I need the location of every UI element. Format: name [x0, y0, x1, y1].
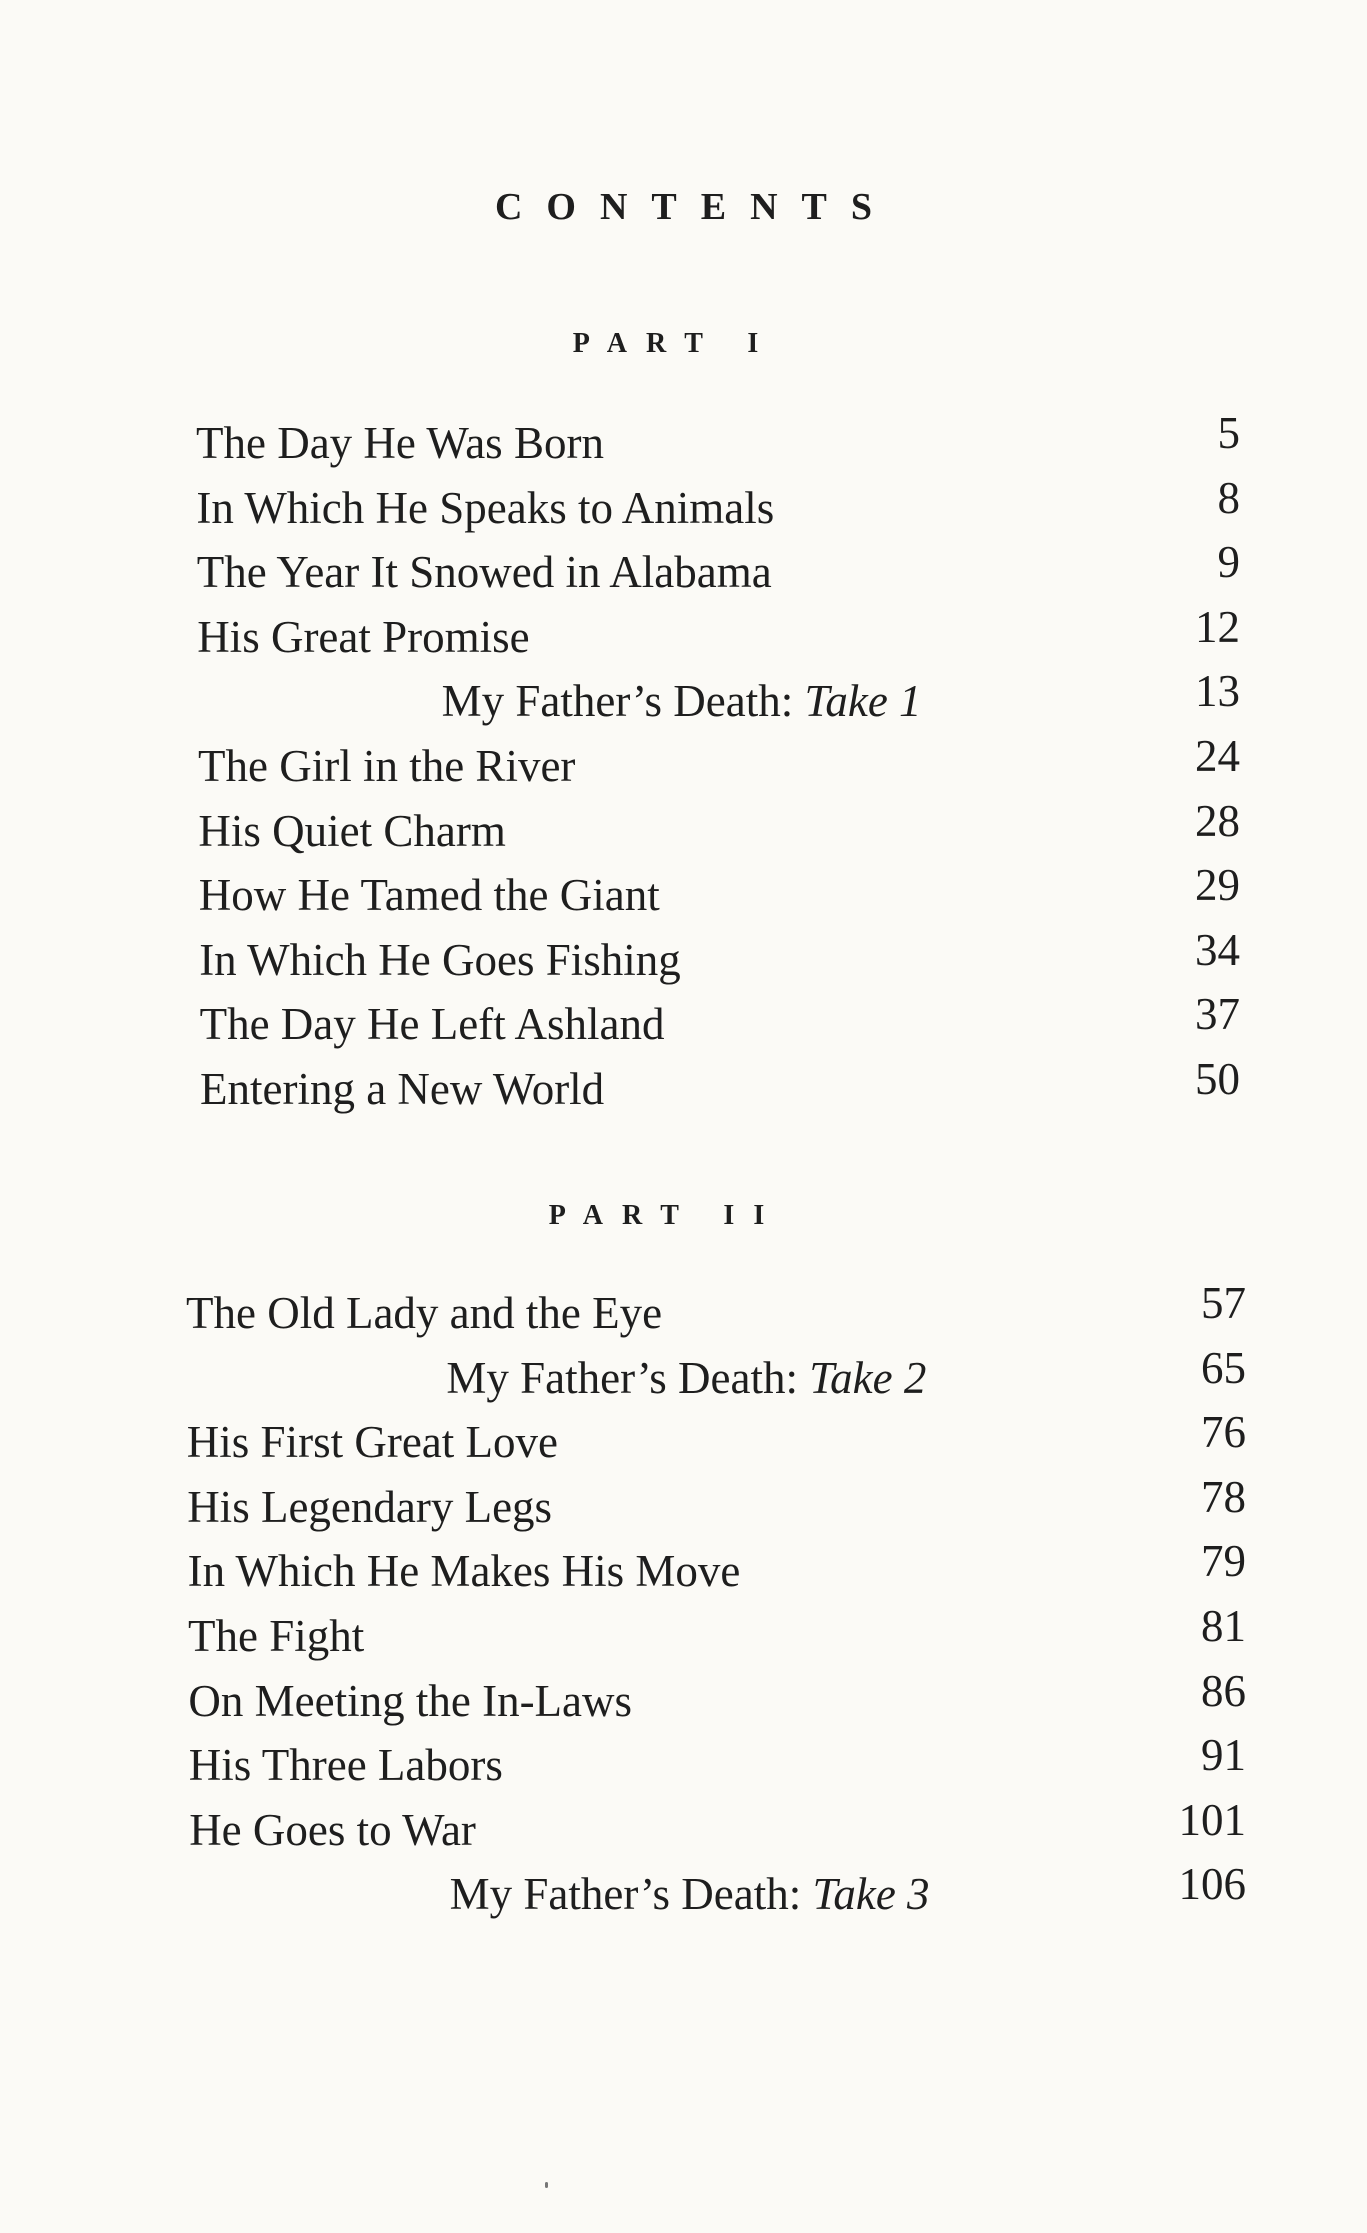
toc-entry-title [198, 736, 575, 796]
toc-entry-title-indented [446, 1348, 926, 1408]
toc-entry-title-text: The Girl in the River [198, 741, 576, 791]
toc-entry[interactable] [0, 924, 1367, 990]
toc-entry-page-number: 13 [1195, 666, 1240, 717]
toc-entry[interactable] [0, 795, 1367, 861]
toc-entry[interactable] [0, 1730, 1367, 1795]
toc-entry-title [187, 1412, 558, 1472]
toc-entry[interactable] [0, 537, 1367, 602]
toc-entry-title-text: Entering a New World [200, 1064, 605, 1114]
toc-entry-page-number: 28 [1195, 795, 1240, 846]
toc-entry-title-text: My Father’s Death: [441, 676, 805, 727]
toc-entry-title [199, 865, 660, 925]
toc-entry[interactable] [0, 601, 1367, 667]
toc-entry-title-text: His Legendary Legs [187, 1481, 553, 1532]
toc-entry-title [197, 542, 772, 602]
toc-entry-title-text: In Which He Makes His Move [187, 1546, 741, 1597]
toc-entry-page-number: 79 [1201, 1536, 1246, 1587]
toc-entry-page-number: 78 [1201, 1471, 1246, 1522]
toc-entry-title-text: His First Great Love [186, 1417, 558, 1468]
toc-entry-title [187, 1477, 552, 1537]
toc-entry-title-italic: Take 1 [804, 676, 922, 727]
toc-entry-page-number: 86 [1201, 1665, 1246, 1716]
toc-entry[interactable] [0, 1342, 1367, 1408]
toc-entry-title-text: He Goes to War [189, 1804, 476, 1855]
toc-entry-title-text: The Year It Snowed in Alabama [196, 547, 772, 598]
part-2-heading: PART II [548, 1200, 784, 1231]
toc-entry-title [188, 1541, 741, 1601]
toc-entry-page-number: 106 [1178, 1859, 1246, 1910]
toc-entry-title-text: How He Tamed the Giant [198, 870, 660, 921]
toc-entry-title-text: The Day He Left Ashland [199, 999, 665, 1050]
toc-entry-title [198, 801, 505, 861]
toc-entry-title-text: His Three Labors [188, 1740, 503, 1791]
toc-entry[interactable] [0, 1601, 1367, 1666]
toc-entry-page-number: 81 [1201, 1601, 1246, 1651]
toc-entry[interactable] [0, 860, 1367, 925]
toc-entry-title-text: On Meeting the In-Laws [188, 1675, 633, 1726]
toc-entry[interactable] [0, 666, 1367, 731]
toc-entry-page-number: 34 [1195, 924, 1240, 975]
toc-entry[interactable] [0, 1471, 1367, 1537]
toc-entry-page-number: 24 [1195, 731, 1240, 781]
toc-entry-title-text: My Father’s Death: [449, 1869, 813, 1920]
toc-entry-title [196, 478, 774, 538]
toc-entry-title-text: My Father’s Death: [446, 1352, 810, 1403]
toc-entry-page-number: 29 [1195, 860, 1240, 911]
toc-entry[interactable] [0, 1665, 1367, 1731]
toc-entry-page-number: 5 [1217, 408, 1240, 458]
toc-entry[interactable] [0, 731, 1367, 796]
toc-entry-title [186, 1283, 662, 1343]
toc-entry-title-indented [450, 1864, 930, 1924]
toc-entry[interactable] [0, 989, 1367, 1054]
toc-entry-page-number: 8 [1217, 472, 1240, 523]
toc-entry-page-number: 101 [1178, 1794, 1246, 1845]
toc-entry-title-italic: Take 2 [809, 1352, 927, 1403]
toc-entry-title [199, 930, 681, 990]
toc-entry-page-number: 91 [1201, 1730, 1246, 1781]
toc-entry-title [189, 1735, 503, 1795]
toc-entry-title-text: The Old Lady and the Eye [186, 1288, 663, 1338]
paper-speck [545, 2182, 548, 2188]
toc-entry-page-number: 50 [1195, 1054, 1240, 1104]
toc-entry-title [188, 1606, 364, 1666]
toc-entry[interactable] [0, 1407, 1367, 1472]
toc-entry-title-text: His Great Promise [197, 611, 530, 662]
toc-entry[interactable] [0, 1054, 1367, 1119]
toc-entry-title [200, 994, 665, 1054]
toc-entry-title-text: In Which He Goes Fishing [199, 934, 681, 985]
toc-entry-title [196, 413, 604, 473]
toc-entry-title-indented [442, 671, 922, 731]
toc-entry[interactable] [0, 1536, 1367, 1601]
part-1-heading: PART I [572, 328, 778, 359]
toc-entry-page-number: 76 [1201, 1407, 1246, 1458]
toc-entry-title-text: His Quiet Charm [198, 805, 506, 856]
toc-entry-title [188, 1671, 632, 1731]
toc-entry-title-text: The Day He Was Born [196, 418, 604, 468]
contents-heading: CONTENTS [494, 186, 897, 228]
toc-entry-title-text: The Fight [188, 1611, 365, 1661]
toc-entry[interactable] [0, 1278, 1367, 1343]
toc-entry-title-text: In Which He Speaks to Animals [196, 482, 775, 533]
toc-entry-page-number: 65 [1201, 1342, 1246, 1393]
toc-entry-page-number: 37 [1195, 989, 1240, 1040]
toc-entry[interactable] [0, 1794, 1367, 1860]
toc-entry-title [197, 607, 529, 667]
toc-entry[interactable] [0, 408, 1367, 473]
toc-entry[interactable] [0, 472, 1367, 538]
toc-entry-title-italic: Take 3 [812, 1869, 930, 1920]
toc-entry-title [189, 1800, 476, 1860]
toc-entry-page-number: 12 [1195, 601, 1240, 652]
toc-entry[interactable] [0, 1859, 1367, 1924]
toc-entry-title [200, 1059, 604, 1119]
toc-entry-page-number: 9 [1217, 537, 1240, 588]
toc-entry-page-number: 57 [1201, 1278, 1246, 1328]
